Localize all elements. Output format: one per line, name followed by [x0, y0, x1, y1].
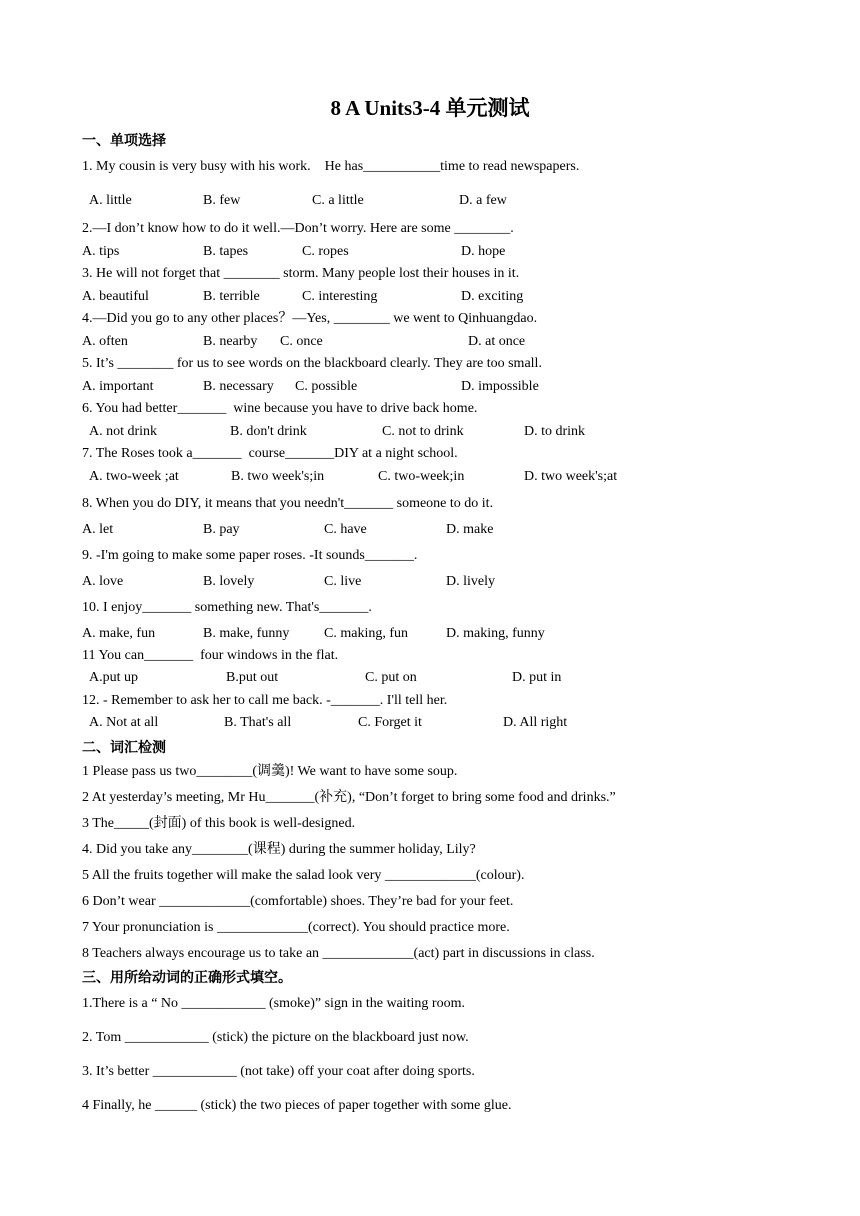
question-1-option-c: C. a little [312, 193, 364, 208]
question-1: 1. My cousin is very busy with his work. He has___________time to read newspapers. [82, 159, 580, 174]
question-8-option-d: D. make [446, 522, 494, 537]
question-8-option-b: B. pay [203, 522, 240, 537]
page-title: 8 A Units3-4 单元测试 [330, 96, 530, 120]
question-10-option-a: A. make, fun [82, 626, 156, 641]
question-6-option-b: B. don't drink [230, 424, 307, 439]
question-11-option-a: A.put up [89, 670, 138, 685]
question-3-option-d: D. exciting [461, 289, 524, 304]
question-10-option-b: B. make, funny [203, 626, 290, 641]
question-3-option-a: A. beautiful [82, 289, 149, 304]
question-11-option-d: D. put in [512, 670, 562, 685]
vocab-item-1: 1 Please pass us two________(调羹)! We want to have some soup. [82, 764, 458, 779]
question-5-option-c: C. possible [295, 379, 358, 394]
question-7-option-c: C. two-week;in [378, 469, 465, 484]
question-5-option-a: A. important [82, 379, 154, 394]
question-3: 3. He will not forget that ________ storm. Many people lost their houses in it. [82, 266, 520, 281]
question-6-option-a: A. not drink [89, 424, 158, 439]
question-10-option-d: D. making, funny [446, 626, 545, 641]
question-12-option-b: B. That's all [224, 715, 292, 730]
question-7-option-d: D. two week's;at [524, 469, 618, 484]
question-9: 9. -I'm going to make some paper roses. -It sounds_______. [82, 548, 418, 563]
question-10: 10. I enjoy_______ something new. That's_______. [82, 600, 372, 615]
question-9-option-d: D. lively [446, 574, 495, 589]
vocab-item-7: 7 Your pronunciation is _____________(correct). You should practice more. [82, 920, 510, 935]
question-12-option-c: C. Forget it [358, 715, 422, 730]
question-8-option-c: C. have [324, 522, 367, 537]
vocab-item-6: 6 Don’t wear _____________(comfortable) shoes. They’re bad for your feet. [82, 894, 514, 909]
vocab-item-2: 2 At yesterday’s meeting, Mr Hu_______(补充), “Don’t forget to bring some food and drinks.” [82, 790, 616, 805]
question-10-option-c: C. making, fun [324, 626, 408, 641]
question-6: 6. You had better_______ wine because you have to drive back home. [82, 401, 478, 416]
section-heading-verb-forms: 三、用所给动词的正确形式填空。 [82, 970, 292, 986]
question-1-option-b: B. few [203, 193, 241, 208]
question-9-option-c: C. live [324, 574, 362, 589]
vocab-item-5: 5 All the fruits together will make the salad look very _____________(colour). [82, 868, 525, 883]
vocab-item-4: 4. Did you take any________(课程) during the summer holiday, Lily? [82, 842, 476, 857]
question-7-option-a: A. two-week ;at [89, 469, 179, 484]
question-7-option-b: B. two week's;in [231, 469, 325, 484]
verb-item-2: 2. Tom ____________ (stick) the picture on the blackboard just now. [82, 1030, 469, 1045]
question-6-option-d: D. to drink [524, 424, 586, 439]
question-11: 11 You can_______ four windows in the flat. [82, 648, 339, 663]
question-5: 5. It’s ________ for us to see words on the blackboard clearly. They are too small. [82, 356, 542, 371]
question-8: 8. When you do DIY, it means that you needn't_______ someone to do it. [82, 496, 494, 511]
question-12: 12. - Remember to ask her to call me back. -_______. I'll tell her. [82, 693, 448, 708]
question-1-option-d: D. a few [459, 193, 507, 208]
question-1-option-a: A. little [89, 193, 132, 208]
question-12-option-a: A. Not at all [89, 715, 159, 730]
question-2-option-d: D. hope [461, 244, 506, 259]
question-4-option-c: C. once [280, 334, 323, 349]
question-5-option-d: D. impossible [461, 379, 539, 394]
question-12-option-d: D. All right [503, 715, 568, 730]
question-3-option-b: B. terrible [203, 289, 260, 304]
question-11-option-b: B.put out [226, 670, 279, 685]
question-2-option-b: B. tapes [203, 244, 249, 259]
question-4: 4.—Did you go to any other places？—Yes, ________ we went to Qinhuangdao. [82, 311, 538, 326]
question-6-option-c: C. not to drink [382, 424, 464, 439]
verb-item-1: 1.There is a “ No ____________ (smoke)” sign in the waiting room. [82, 996, 465, 1011]
question-2-option-a: A. tips [82, 244, 120, 259]
vocab-item-8: 8 Teachers always encourage us to take an _____________(act) part in discussions in class. [82, 946, 595, 961]
question-7: 7. The Roses took a_______ course_______DIY at a night school. [82, 446, 458, 461]
question-11-option-c: C. put on [365, 670, 417, 685]
question-8-option-a: A. let [82, 522, 114, 537]
question-9-option-a: A. love [82, 574, 124, 589]
question-2: 2.—I don’t know how to do it well.—Don’t worry. Here are some ________. [82, 221, 514, 236]
verb-item-4: 4 Finally, he ______ (stick) the two pieces of paper together with some glue. [82, 1098, 512, 1113]
verb-item-3: 3. It’s better ____________ (not take) off your coat after doing sports. [82, 1064, 475, 1079]
question-4-option-b: B. nearby [203, 334, 258, 349]
question-9-option-b: B. lovely [203, 574, 255, 589]
question-5-option-b: B. necessary [203, 379, 274, 394]
question-4-option-d: D. at once [468, 334, 526, 349]
section-heading-vocabulary: 二、词汇检测 [82, 740, 166, 756]
question-3-option-c: C. interesting [302, 289, 378, 304]
section-heading-multiple-choice: 一、单项选择 [82, 133, 166, 149]
question-4-option-a: A. often [82, 334, 128, 349]
question-2-option-c: C. ropes [302, 244, 349, 259]
vocab-item-3: 3 The_____(封面) of this book is well-designed. [82, 816, 356, 831]
